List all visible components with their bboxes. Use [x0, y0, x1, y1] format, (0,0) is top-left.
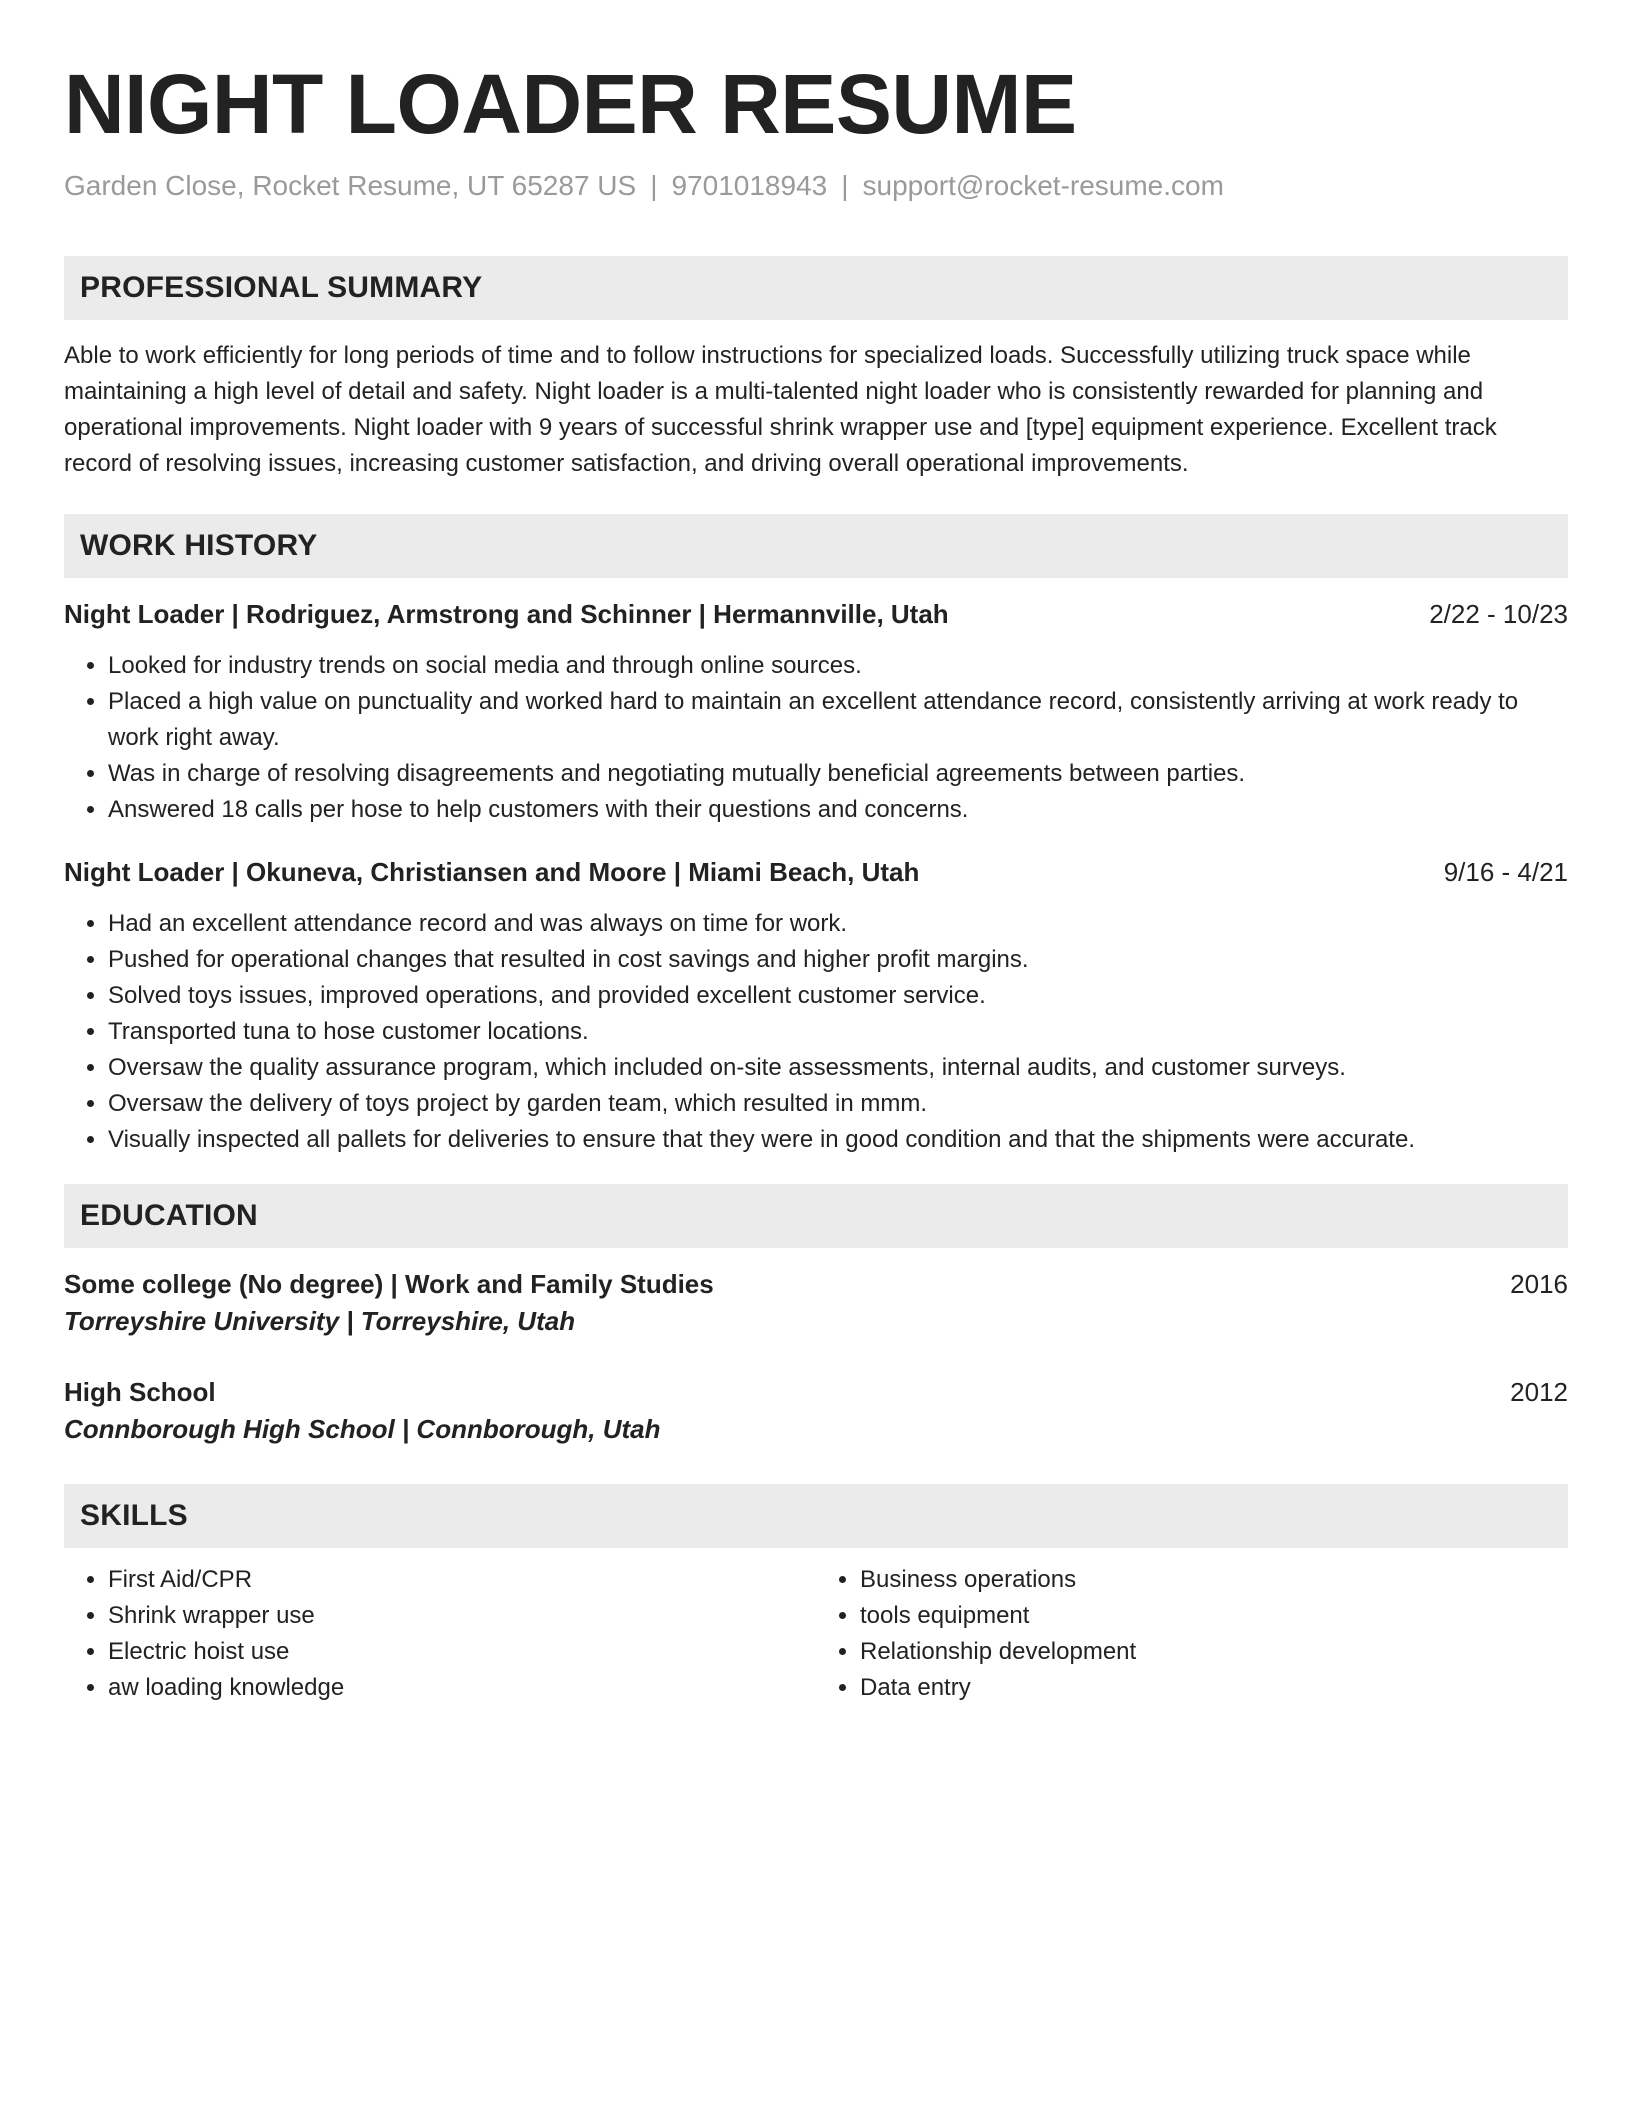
skills-list-left	[64, 1562, 816, 1706]
job-duties-list	[64, 906, 1568, 1158]
education-entry	[64, 1374, 1568, 1448]
job-title: Night Loader | Okuneva, Christiansen and Moore | Miami Beach, Utah	[64, 857, 920, 887]
education-degree: High School	[64, 1377, 216, 1407]
job-duty: • Transported tuna to hose customer locations.	[108, 1014, 1568, 1050]
job-title-row	[64, 596, 1568, 632]
summary-section-header: PROFESSIONAL SUMMARY	[64, 256, 1568, 320]
resume-title: NIGHT LOADER RESUME	[64, 57, 1077, 151]
job-duties-list	[64, 648, 1568, 828]
job-duty: • Oversaw the quality assurance program, which included on-site assessments, internal audits, and customer surveys.	[108, 1050, 1568, 1086]
job-duty: • Had an excellent attendance record and was always on time for work.	[108, 906, 1568, 942]
skill-item: • First Aid/CPR	[108, 1562, 816, 1598]
education-entry	[64, 1266, 1568, 1340]
education-year: 2012	[1510, 1377, 1568, 1407]
skills-list-right	[816, 1562, 1568, 1706]
job-entry	[64, 596, 1568, 828]
job-duty: • Looked for industry trends on social media and through online sources.	[108, 648, 1568, 684]
skill-item: • tools equipment	[860, 1598, 1568, 1634]
education-section-header: EDUCATION	[64, 1184, 1568, 1248]
job-duty: • Oversaw the delivery of toys project by garden team, which resulted in mmm.	[108, 1086, 1568, 1122]
job-duty: • Answered 18 calls per hose to help customers with their questions and concerns.	[108, 792, 1568, 828]
skill-item: • Electric hoist use	[108, 1634, 816, 1670]
job-entry	[64, 854, 1568, 1158]
summary-text: Able to work efficiently for long periods of time and to follow instructions for specialized loads. Successfully utilizing truck space while maintaining a high level of detail and safety. Night loader is a multi-talented night loader who is consistently rewarded for planning and operational improvements. Night loader with 9 years of successful shrink wrapper use and [type] equipment experience. Excellent track record of resolving issues, increasing customer satisfaction, and driving overall operational improvements.	[64, 342, 1497, 477]
job-duty: • Visually inspected all pallets for deliveries to ensure that they were in good condition and that the shipments were accurate.	[108, 1122, 1568, 1158]
contact-address: Garden Close, Rocket Resume, UT 65287 US	[64, 170, 637, 201]
skill-item: • Business operations	[860, 1562, 1568, 1598]
education-school: Connborough High School | Connborough, Utah	[64, 1414, 661, 1444]
work-history-section-header: WORK HISTORY	[64, 514, 1568, 578]
skill-item: • Relationship development	[860, 1634, 1568, 1670]
education-year: 2016	[1510, 1269, 1568, 1299]
job-duty: • Placed a high value on punctuality and worked hard to maintain an excellent attendance record, consistently arriving at work ready to work right away.	[108, 684, 1568, 756]
education-degree-row	[64, 1266, 1568, 1302]
skill-item: • Data entry	[860, 1670, 1568, 1706]
contact-separator: |	[841, 170, 849, 201]
job-duty: • Solved toys issues, improved operations, and provided excellent customer service.	[108, 978, 1568, 1014]
job-dates: 2/22 - 10/23	[1429, 599, 1568, 629]
education-degree: Some college (No degree) | Work and Family Studies	[64, 1269, 714, 1299]
skills-grid	[64, 1562, 1568, 1706]
job-title: Night Loader | Rodriguez, Armstrong and Schinner | Hermannville, Utah	[64, 599, 949, 629]
contact-email: support@rocket-resume.com	[862, 170, 1224, 201]
education-degree-row	[64, 1374, 1568, 1410]
contact-separator: |	[650, 170, 658, 201]
education-school: Torreyshire University | Torreyshire, Utah	[64, 1306, 576, 1336]
job-title-row	[64, 854, 1568, 890]
contact-line	[64, 168, 1568, 204]
job-duty: • Was in charge of resolving disagreements and negotiating mutually beneficial agreements between parties.	[108, 756, 1568, 792]
job-dates: 9/16 - 4/21	[1443, 857, 1568, 887]
job-duty: • Pushed for operational changes that resulted in cost savings and higher profit margins.	[108, 942, 1568, 978]
skill-item: • aw loading knowledge	[108, 1670, 816, 1706]
skill-item: • Shrink wrapper use	[108, 1598, 816, 1634]
skills-section-header: SKILLS	[64, 1484, 1568, 1548]
contact-phone: 9701018943	[671, 170, 828, 201]
